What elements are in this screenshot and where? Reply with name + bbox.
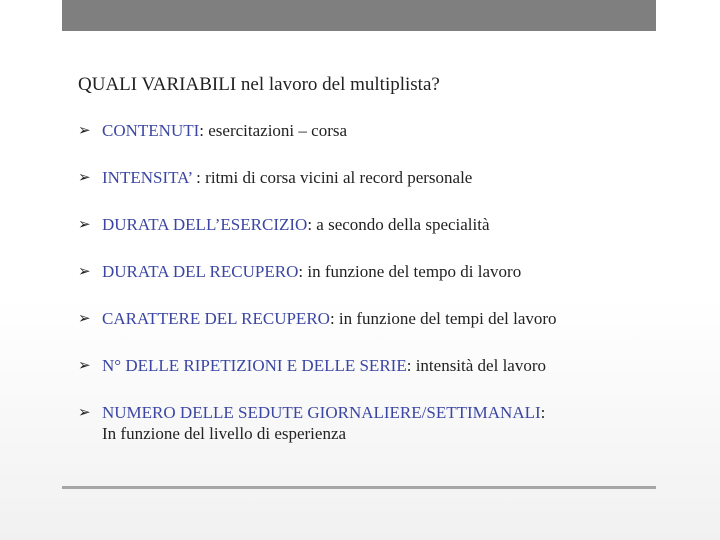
- bullet-text: [102, 402, 668, 444]
- top-decorative-bar: [62, 0, 656, 31]
- arrow-bullet-icon: ➢: [78, 215, 91, 233]
- bullet-continuation: In funzione del livello di esperienza: [102, 424, 347, 443]
- bullet-key: NUMERO DELLE SEDUTE GIORNALIERE/SETTIMANALI: [102, 403, 541, 422]
- arrow-bullet-icon: ➢: [78, 309, 91, 327]
- bullet-separator: :: [298, 262, 304, 281]
- bullet-separator: :: [196, 168, 201, 187]
- bullet-description: esercitazioni – corsa: [204, 121, 348, 140]
- bullet-text: [102, 308, 668, 329]
- bullet-item: [78, 402, 668, 444]
- bullet-key: INTENSITA’: [102, 168, 197, 187]
- bullet-key: DURATA DELL’ESERCIZIO: [102, 215, 308, 234]
- bullet-text: [102, 355, 668, 376]
- bullet-separator: :: [329, 309, 335, 328]
- bullet-separator: :: [540, 403, 546, 422]
- bullet-key: CARATTERE DEL RECUPERO: [102, 309, 330, 328]
- bullet-item: [78, 167, 668, 188]
- bullet-description: intensità del lavoro: [411, 356, 547, 375]
- bullet-item: [78, 308, 668, 329]
- bullet-item: [78, 214, 668, 235]
- arrow-bullet-icon: ➢: [78, 356, 91, 374]
- bullet-separator: :: [406, 356, 412, 375]
- bullet-list: [78, 120, 668, 470]
- bullet-item: [78, 120, 668, 141]
- bullet-description: ritmi di corsa vicini al record personale: [200, 168, 473, 187]
- bottom-divider: [62, 486, 656, 489]
- arrow-bullet-icon: ➢: [78, 403, 91, 421]
- bullet-description: in funzione del tempi del lavoro: [334, 309, 557, 328]
- arrow-bullet-icon: ➢: [78, 262, 91, 280]
- bullet-description: a secondo della specialità: [312, 215, 490, 234]
- slide-title: QUALI VARIABILI nel lavoro del multiplista?: [78, 74, 440, 95]
- bullet-item: [78, 355, 668, 376]
- bullet-text: [102, 120, 668, 141]
- bullet-key: CONTENUTI: [102, 121, 200, 140]
- bullet-item: [78, 261, 668, 282]
- bullet-description: in funzione del tempo di lavoro: [303, 262, 522, 281]
- arrow-bullet-icon: ➢: [78, 121, 91, 139]
- bullet-separator: :: [307, 215, 313, 234]
- bullet-text: [102, 214, 668, 235]
- bullet-text: [102, 261, 668, 282]
- bullet-key: DURATA DEL RECUPERO: [102, 262, 299, 281]
- bullet-text: [102, 167, 668, 188]
- bullet-key: N° DELLE RIPETIZIONI E DELLE SERIE: [102, 356, 407, 375]
- arrow-bullet-icon: ➢: [78, 168, 91, 186]
- bullet-separator: :: [199, 121, 204, 140]
